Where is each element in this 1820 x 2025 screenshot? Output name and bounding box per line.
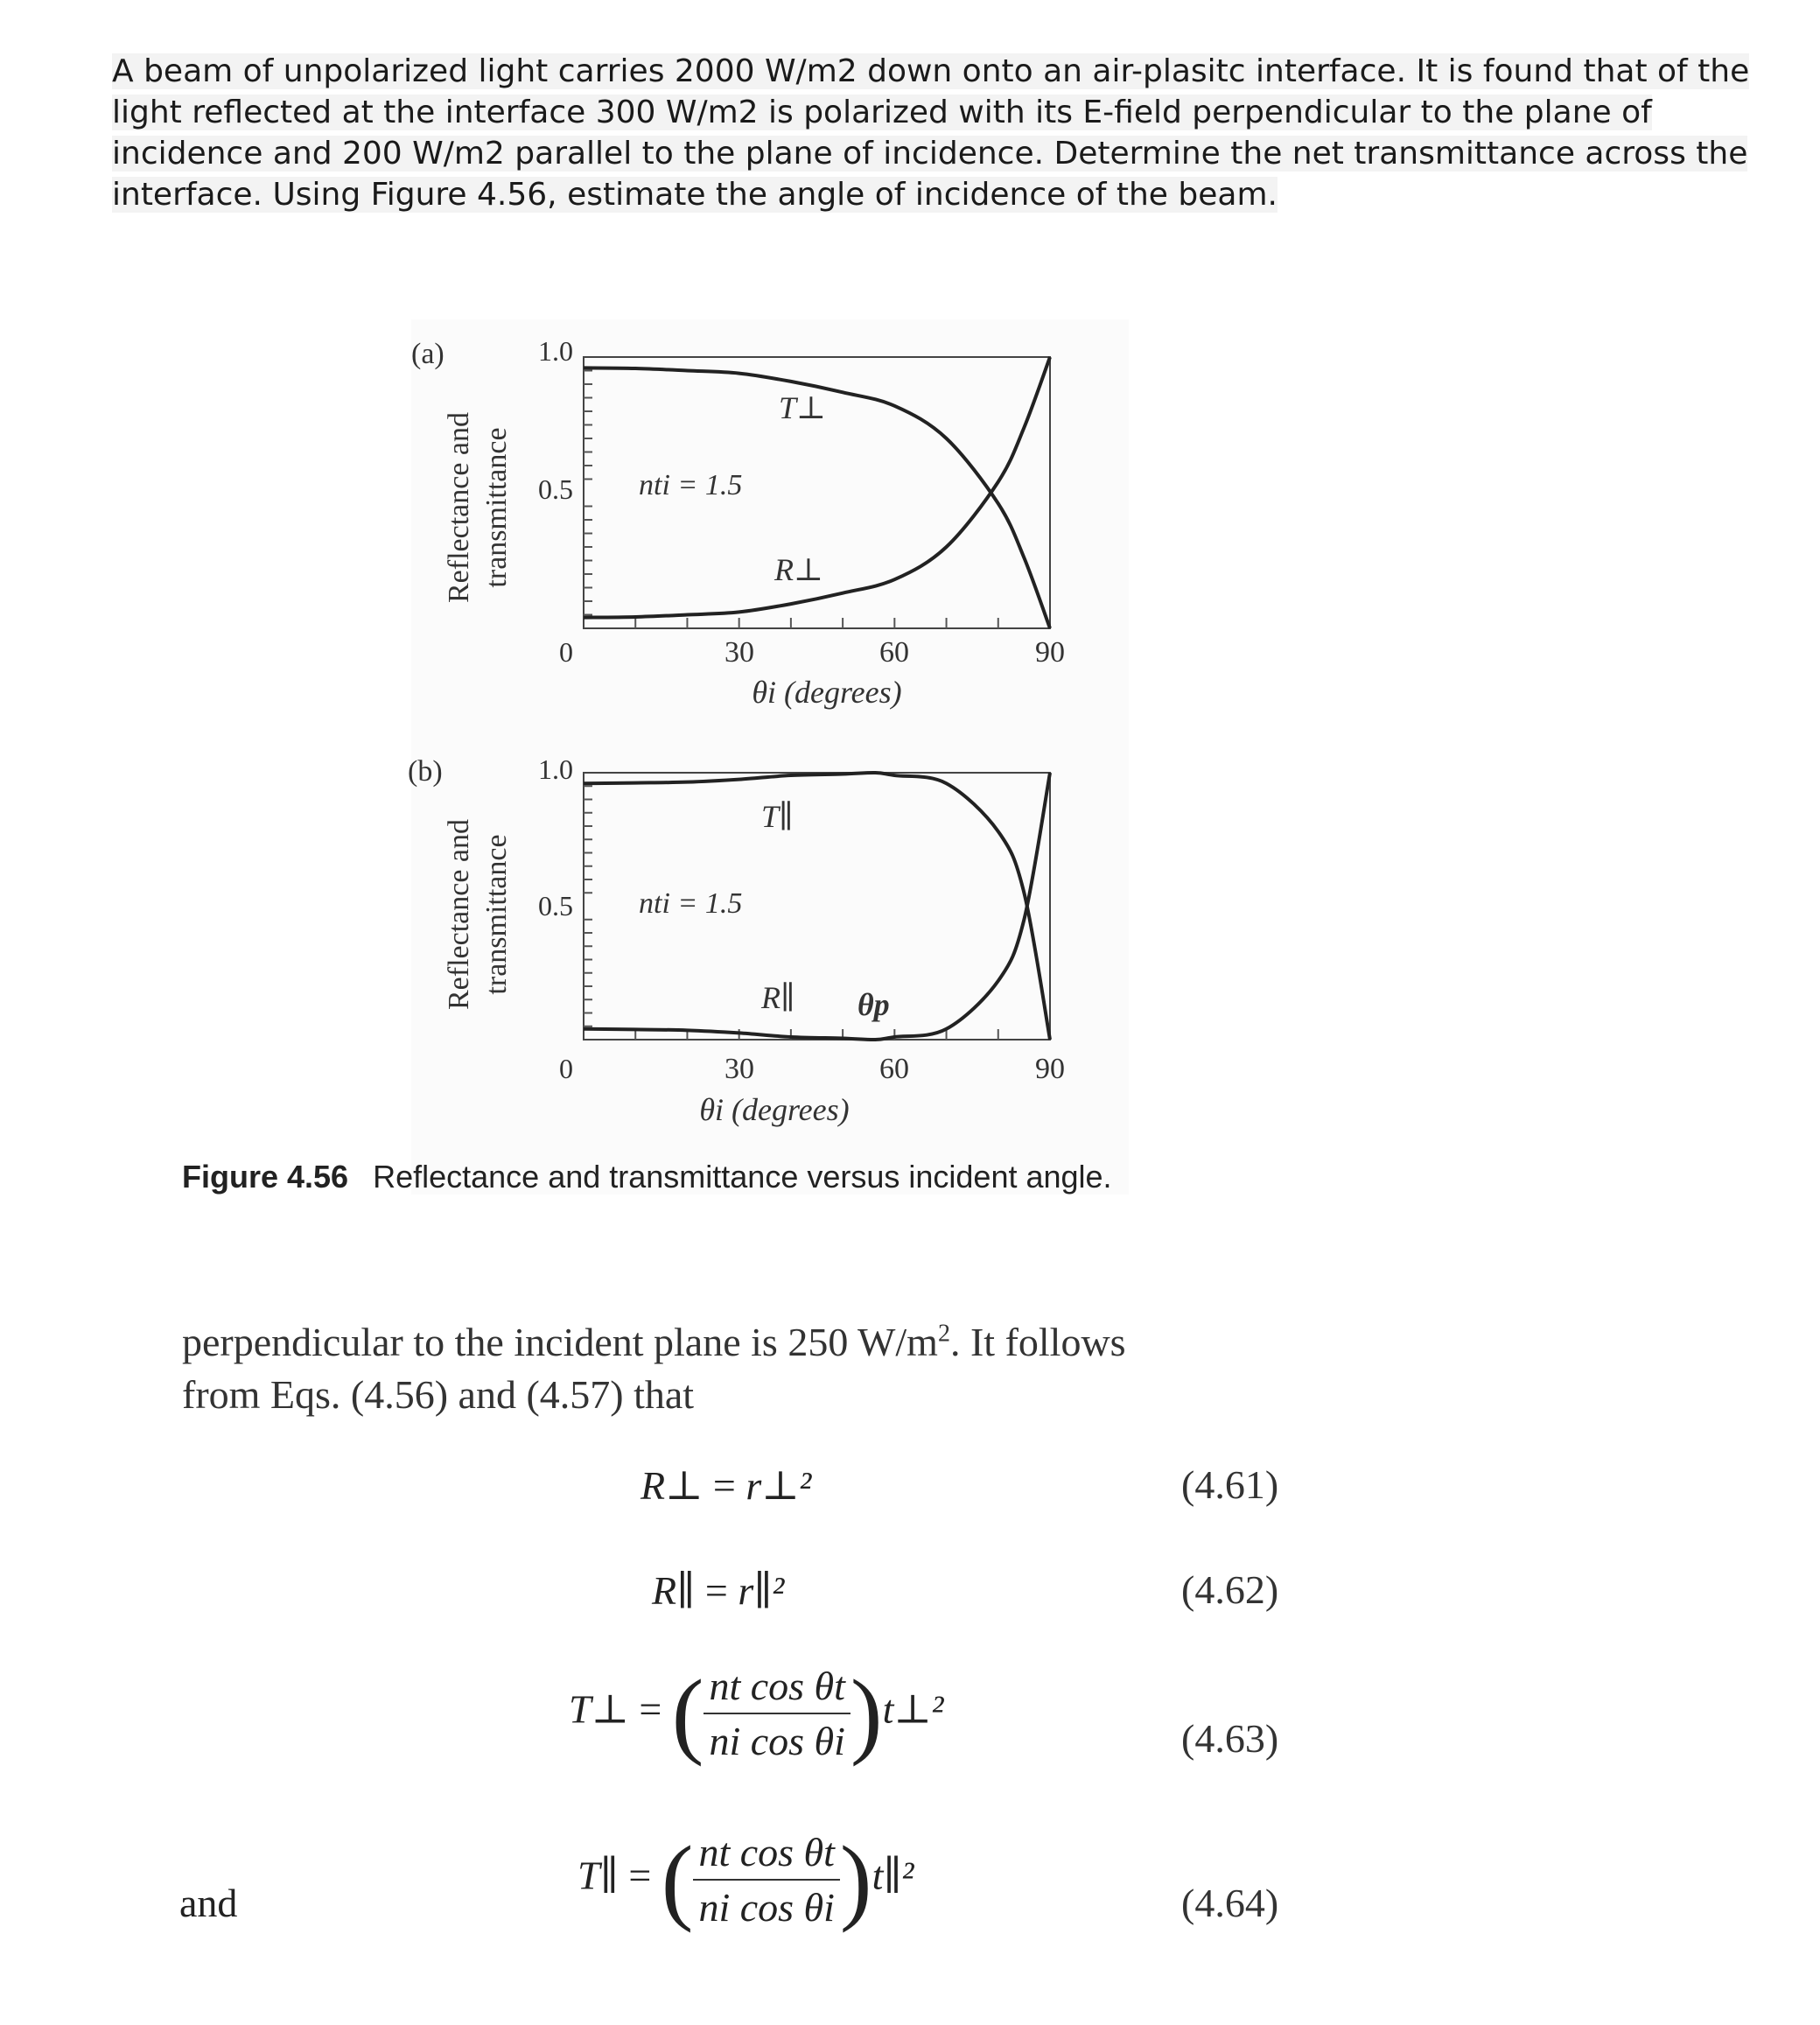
panel-b-label: (b) xyxy=(408,755,443,788)
problem-statement: A beam of unpolarized light carries 2000 W/m2 down onto an air-plasitc interface. It is found that of the light reflected at the interface 300 W/m2 is polarized with its E-field perpendicular to the plane of incidence and 200 W/m2 parallel to the plane of incidence. Determine the net transmittance across the interface. Using Figure 4.56, estimate the angle of incidence of the beam. xyxy=(112,53,1750,213)
panel-b-label-R-par: R∥ xyxy=(761,980,795,1015)
equation-4-61: R⊥ = r⊥² xyxy=(640,1463,812,1508)
figure-background xyxy=(411,319,1129,1195)
panel-a-xtick-90: 90 xyxy=(1035,636,1065,669)
panel-a-label-R-perp: R⊥ xyxy=(774,552,823,587)
panel-a-label-T-perp: T⊥ xyxy=(779,390,826,425)
equation-4-63: T⊥ = ( $\frac{\text{nt cos θt}}{\text{ni cos θi}}$ )t⊥² xyxy=(569,1660,944,1767)
caption-text: Reflectance and transmittance versus incident angle. xyxy=(373,1159,1112,1195)
panel-b-xtick-60: 60 xyxy=(879,1053,909,1085)
equation-4-64: T∥ = ( $\frac{\text{nt cos θt}}{\text{ni cos θi}}$ )t∥² xyxy=(578,1826,914,1933)
panel-a-ytick-05: 0.5 xyxy=(538,473,573,505)
equation-number-4-63: (4.63) xyxy=(1181,1716,1279,1761)
equation-number-4-61: (4.61) xyxy=(1181,1462,1279,1507)
panel-b-xlabel: θi (degrees) xyxy=(699,1092,850,1127)
panel-b-xtick-90: 90 xyxy=(1035,1053,1065,1085)
panel-a-label: (a) xyxy=(411,338,444,370)
panel-a-xtick-30: 30 xyxy=(724,636,754,669)
caption-label: Figure 4.56 xyxy=(182,1159,349,1195)
panel-b-xtick-30: 30 xyxy=(724,1053,754,1085)
panel-a-xtick-60: 60 xyxy=(879,636,909,669)
panel-a-ytick-0: 0 xyxy=(559,636,573,668)
solution-text xyxy=(182,1308,1363,1421)
equation-4-62: R∥ = r∥² xyxy=(652,1568,785,1613)
panel-b-ylabel-line1: Reflectance and xyxy=(443,818,475,1011)
panel-a-ytick-1: 1.0 xyxy=(538,335,573,367)
panel-b-ytick-05: 0.5 xyxy=(538,890,573,921)
panel-b-annotation: nti = 1.5 xyxy=(639,887,743,920)
panel-b-ylabel-line2: transmittance xyxy=(480,834,513,995)
panel-b-label-T-par: T∥ xyxy=(761,799,794,834)
panel-a-ylabel-line2: transmittance xyxy=(480,427,513,588)
panel-b-ytick-0: 0 xyxy=(559,1053,573,1084)
equation-number-4-64: (4.64) xyxy=(1181,1881,1279,1925)
figure-caption xyxy=(182,1159,1112,1195)
panel-a-xlabel: θi (degrees) xyxy=(752,675,902,710)
panel-b-label-theta-p: θp xyxy=(858,987,890,1022)
solution-text-line2: from Eqs. (4.56) and (4.57) that xyxy=(182,1372,695,1418)
equation-number-4-62: (4.62) xyxy=(1181,1567,1279,1612)
equation-4-64-prefix: and xyxy=(179,1881,238,1925)
panel-a-ylabel-line1: Reflectance and xyxy=(443,411,475,604)
solution-text-line1: perpendicular to the incident plane is 250 $W/m^2$. It follows xyxy=(182,1320,1126,1365)
panel-b-ytick-1: 1.0 xyxy=(538,753,573,785)
panel-a-annotation: nti = 1.5 xyxy=(639,469,743,501)
